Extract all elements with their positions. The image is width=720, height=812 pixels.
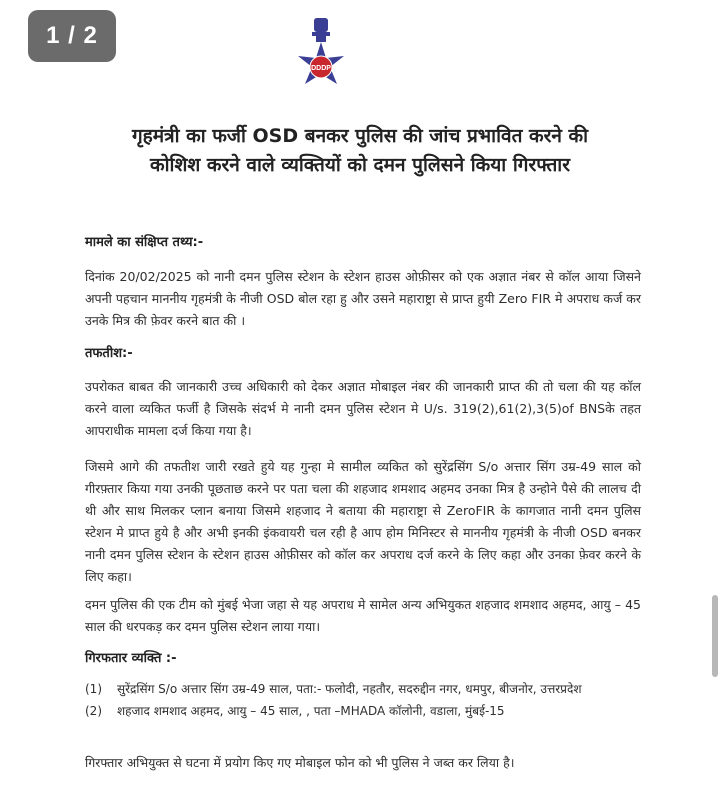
headline-line-2: कोशिश करने वाले व्यक्तियों को दमन पुलिसने किया गिरफ्तार	[150, 154, 570, 176]
page-title	[100, 122, 620, 180]
list-item-text: सुरेंद्रसिंग S/o अत्तार सिंग उम्र-49 साल, पता:- फलोदी, नहतौर, सदरुद्दीन नगर, धमपुर, बीजनोर, उत्तरप्रदेश	[117, 682, 582, 696]
investigation-paragraph-2: जिसमे आगे की तफतीश जारी रखते हुये यह गुन्हा मे सामील व्यकित को सुरेंद्रसिंग S/o अत्तार सिंग उम्र-49 साल को गीरफ़्तार किया गया उनकी पूछताछ करने पर पता चला की शहजाद शमशाद अहमद उनका मित्र है उन्होने पैसे की लालच दी थी और साथ मिलकर प्लान बनाया जिसमे शहजाद ने बताया की महाराष्ट्रा से ZeroFIR के कागजात नानी दमन पुलिस स्टेशन मे प्राप्त हुये है और अभी इनकी इंकवायरी चल रही है आप होम मिनिस्टर से माननीय गृहमंत्री के नीजी OSD बनकर नानी दमन पुलिस स्टेशन के स्टेशन हाउस ओफ़ीसर को कॉल कर अपराध दर्ज करने के लिए कहा और उनका फ़ेवर करने के लिए कहा।	[85, 459, 641, 584]
arrested-heading: गिरफतार व्यक्ति :-	[85, 651, 177, 666]
investigation-heading: तफतीश:-	[85, 346, 133, 361]
investigation-paragraph-3: दमन पुलिस की एक टीम को मुंबई भेजा जहा से यह अपराध मे सामेल अन्य अभियुकत शहजाद शमशाद अहमद, आयु – 45 साल की धरपकड़ कर दमन पुलिस स्टेशन लाया गया।	[85, 597, 641, 634]
lion-capital-icon	[312, 18, 330, 42]
closing-paragraph: गिरफ्तार अभियुक्त से घटना में प्रयोग किए गए मोबाइल फोन को भी पुलिस ने जब्त कर लिया है।	[85, 755, 515, 770]
list-item	[85, 680, 665, 698]
list-item-number: (1)	[85, 682, 102, 696]
police-emblem-logo	[292, 12, 350, 100]
summary-heading: मामले का संक्षिप्त तथ्य:-	[85, 235, 204, 250]
headline-line-1: गृहमंत्री का फर्जी OSD बनकर पुलिस की जांच प्रभावित करने की	[131, 125, 589, 147]
list-item-text: शहजाद शमशाद अहमद, आयु – 45 साल, , पता –MHADA कॉलोनी, वडाला, मुंबई-15	[117, 704, 505, 718]
list-item-number: (2)	[85, 704, 102, 718]
page-counter[interactable]: 1 / 2	[28, 10, 116, 62]
investigation-paragraph-1: उपरोकत बाबत की जानकारी उच्च अधिकारी को देकर अज्ञात मोबाइल नंबर की जानकारी प्राप्त की तो चला की यह कॉल करने वाला व्यकित फर्जी है जिसके संदर्भ मे नानी दमन पुलिस स्टेशन मे U/s. 319(2),61(2),3(5)of BNSके तहत आपराधीक मामला दर्ज किया गया है।	[85, 379, 641, 438]
list-item	[85, 702, 665, 720]
scrollbar-thumb[interactable]	[712, 595, 718, 677]
badge-text: DDDP	[311, 65, 331, 72]
summary-paragraph: दिनांक 20/02/2025 को नानी दमन पुलिस स्टेशन के स्टेशन हाउस ओफ़ीसर को एक अज्ञात नंबर से कॉल आया जिसने अपनी पहचान माननीय गृहमंत्री के नीजी OSD बोल रहा हु और उसने महाराष्ट्रा से प्राप्त हुयी Zero FIR मे अपराध कर्ज कर उनके मित्र की फ़ेवर करने बात की ।	[85, 269, 641, 328]
